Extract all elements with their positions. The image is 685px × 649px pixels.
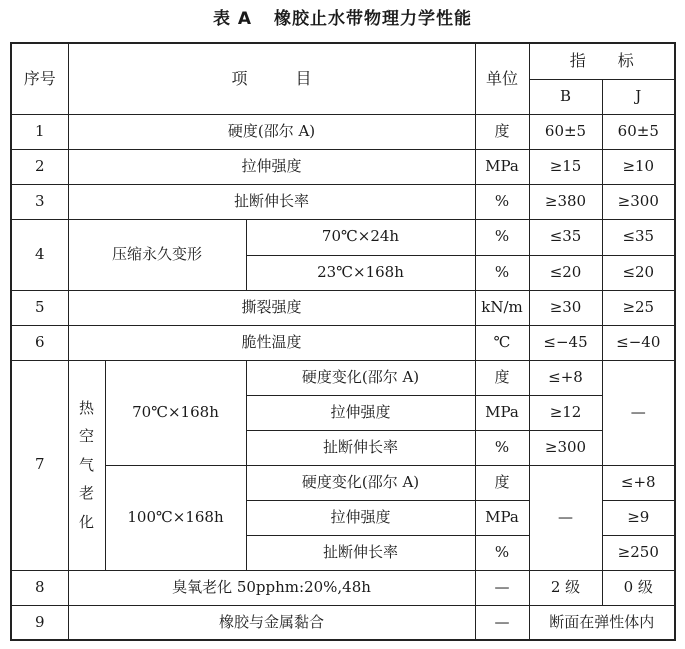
table-label: 表 A [212,9,253,29]
row-j: ≤+8 [602,465,675,500]
row-bj: 断面在弹性体内 [529,605,675,640]
row-no: 2 [11,149,68,184]
row-no: 7 [11,360,68,570]
row-unit: % [475,430,529,465]
row-no: 3 [11,184,68,219]
row-unit: 度 [475,465,529,500]
row-item: 扯断伸长率 [68,184,475,219]
header-item: 项 目 [68,43,475,114]
header-j: J [602,79,675,114]
row-item: 脆性温度 [68,325,475,360]
row-b: ≤+8 [529,360,602,395]
row-j: ≥300 [602,184,675,219]
vertical-char: 化 [78,512,94,531]
row-j: ≤−40 [602,325,675,360]
header-b: B [529,79,602,114]
row-unit: — [475,605,529,640]
row-j: ≥250 [602,535,675,570]
row-j: — [602,360,675,465]
table-row [11,605,675,640]
row-property: 拉伸强度 [246,395,475,430]
row-b: — [529,465,602,570]
table-title [0,4,685,29]
vertical-char: 老 [78,484,94,503]
row-j: ≥9 [602,500,675,535]
table-row [11,114,675,149]
table-row [11,290,675,325]
row-no: 4 [11,219,68,290]
row-item: 橡胶与金属黏合 [68,605,475,640]
row-j: ≥10 [602,149,675,184]
row-no: 8 [11,570,68,605]
row-b: ≥12 [529,395,602,430]
row-unit: ℃ [475,325,529,360]
row-property: 扯断伸长率 [246,535,475,570]
row-b: ≤35 [529,219,602,255]
table-caption: 橡胶止水带物理力学性能 [274,9,473,29]
header-unit: 单位 [475,43,529,114]
row-b: ≥300 [529,430,602,465]
row-unit: kN/m [475,290,529,325]
row-b: 2 级 [529,570,602,605]
table-row [11,149,675,184]
row-j: 0 级 [602,570,675,605]
properties-table [10,42,676,641]
row-item: 拉伸强度 [68,149,475,184]
row-b: ≤−45 [529,325,602,360]
row-b: ≥15 [529,149,602,184]
row-b: ≥380 [529,184,602,219]
row-unit: 度 [475,114,529,149]
header-index: 指 标 [529,43,675,79]
row-no: 9 [11,605,68,640]
row-unit: % [475,184,529,219]
row-property: 扯断伸长率 [246,430,475,465]
row-j: ≤20 [602,255,675,290]
row-item: 撕裂强度 [68,290,475,325]
row-condition: 23℃×168h [246,255,475,290]
row-unit: MPa [475,500,529,535]
row-condition: 100℃×168h [105,465,246,570]
row-b: ≥30 [529,290,602,325]
row-unit: MPa [475,149,529,184]
table-row [11,360,675,395]
row-item-vertical [68,360,105,570]
row-unit: % [475,535,529,570]
table-row [11,184,675,219]
row-property: 硬度变化(邵尔 A) [246,465,475,500]
table-row [11,465,675,500]
row-property: 拉伸强度 [246,500,475,535]
row-unit: 度 [475,360,529,395]
row-j: 60±5 [602,114,675,149]
vertical-char: 热 [78,398,94,417]
row-unit: % [475,219,529,255]
row-condition: 70℃×24h [246,219,475,255]
row-unit: MPa [475,395,529,430]
row-item: 压缩永久变形 [68,219,246,290]
row-no: 1 [11,114,68,149]
vertical-char: 气 [78,455,94,474]
row-unit: — [475,570,529,605]
row-no: 5 [11,290,68,325]
row-condition: 70℃×168h [105,360,246,465]
row-property: 硬度变化(邵尔 A) [246,360,475,395]
row-j: ≤35 [602,219,675,255]
row-j: ≥25 [602,290,675,325]
row-no: 6 [11,325,68,360]
table-row [11,219,675,255]
header-seq: 序号 [11,43,68,114]
vertical-char: 空 [78,427,94,446]
row-unit: % [475,255,529,290]
row-b: ≤20 [529,255,602,290]
row-item: 臭氧老化 50pphm:20%,48h [68,570,475,605]
row-item: 硬度(邵尔 A) [68,114,475,149]
table-row [11,570,675,605]
row-b: 60±5 [529,114,602,149]
table-row [11,325,675,360]
